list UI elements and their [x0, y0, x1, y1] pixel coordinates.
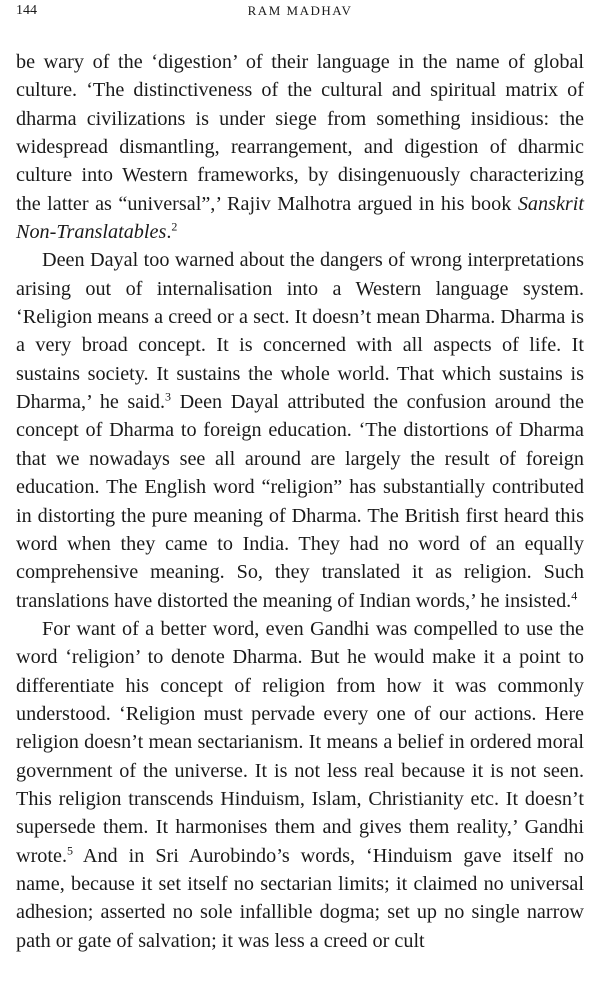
body-text: [16, 48, 584, 955]
footnote-marker: 2: [171, 219, 178, 234]
paragraph-1: [16, 48, 584, 246]
paragraph-3-text: For want of a better word, even Gandhi was compelled to use the word ‘religion’ to denote Dharma. But he would make it a point to differentiate his concept of religion from how it was commonly understood. ‘Religion must pervade every one of our actions. Here religion doesn’t mean sectarianism. It means a belief in ordered moral government of the universe. It is not less real because it is not seen. This religion transcends Hinduism, Islam, Christianity etc. It doesn’t supersede them. It harmonises them and gives them reality,’ Gandhi wrote.: [16, 617, 584, 867]
paragraph-2-text: Deen Dayal too warned about the dangers of wrong interpretations arising out of internalisation into a Western language system. ‘Religion means a creed or a sect. It doesn’t mean Dharma. Dharma is a very broad concept. It is concerned with all aspects of life. It sustains society. It sustains the whole world. That which sustains is Dharma,’ he said.: [16, 249, 584, 414]
footnote-marker: 4: [571, 587, 578, 602]
page-header: [16, 0, 584, 40]
footnote-marker: 3: [165, 389, 172, 404]
footnote-marker: 5: [67, 842, 74, 857]
book-page: [16, 0, 584, 998]
book-title: Sanskrit Non-Translatables: [16, 192, 584, 244]
paragraph-3-text-continued: And in Sri Aurobindo’s words, ‘Hinduism gave itself no name, because it set itself no sectarian limits; it claimed no universal adhesion; asserted no sole infallible dogma; set up no single narrow path or gate of salvation; it was less a creed or cult: [16, 844, 584, 952]
page-number: 144: [16, 3, 37, 18]
paragraph-1-end: .: [166, 221, 172, 244]
paragraph-1-text: be wary of the ‘digestion’ of their language in the name of global culture. ‘The distinctiveness of the cultural and spiritual matrix of dharma civilizations is under siege from something insidious: the widespread dismantling, rearrangement, and digestion of dharmic culture into Western frameworks, by disingenuously characterizing the latter as “universal”,’ Rajiv Malhotra argued in his book: [16, 51, 584, 215]
paragraph-2-text-continued: Deen Dayal attributed the confusion around the concept of Dharma to foreign education. ‘The distortions of Dharma that we nowadays see all around are largely the result of foreign education. The English word “religion” has substantially contributed in distorting the pure meaning of Dharma. The British first heard this word when they came to India. They had no word of an equally comprehensive meaning. So, they translated it as religion. Such translations have distorted the meaning of Indian words,’ he insisted.: [16, 391, 584, 612]
running-head: RAM MADHAV: [247, 3, 353, 18]
paragraph-2: [16, 246, 584, 614]
paragraph-3: [16, 615, 584, 955]
